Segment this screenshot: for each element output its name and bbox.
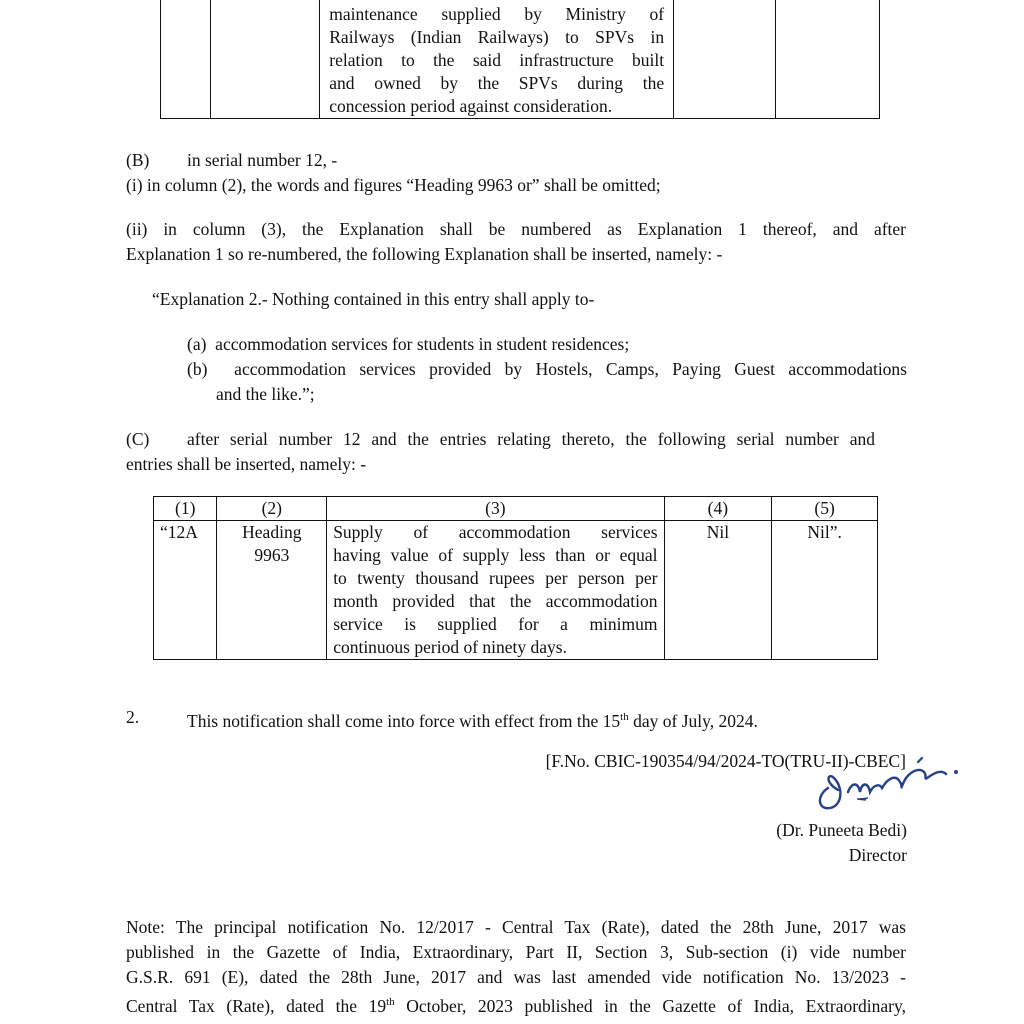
prev-col-2-cell [210, 0, 320, 119]
section-b-item-i: (i) in column (2), the words and figures “Heading 9963 or” shall be omitted; [126, 175, 661, 195]
serial-number-cell: “12A [154, 521, 217, 660]
column-header: (5) [772, 497, 878, 521]
paragraph-2-text [187, 705, 758, 734]
table-header-row [154, 497, 878, 521]
section-c-line1: after serial number 12 and the entries relating thereto, the following serial number and [187, 429, 875, 449]
paragraph-2-number: 2. [126, 707, 140, 727]
description-line: service is supplied for a minimum [333, 614, 658, 634]
rate-cell: Nil [664, 521, 772, 660]
signatory-designation: Director [848, 845, 907, 865]
prev-col-5-cell [776, 0, 880, 119]
column-header: (3) [327, 497, 664, 521]
previous-table-continuation [160, 0, 880, 119]
explanation-2-heading: “Explanation 2.- Nothing contained in this entry shall apply to- [152, 289, 595, 309]
column-header: (2) [217, 497, 327, 521]
note-line-4-superscript: th [386, 996, 395, 1008]
signature-icon [808, 748, 988, 820]
condition-cell: Nil”. [772, 521, 878, 660]
description-line: Supply of accommodation services [333, 522, 658, 542]
note-line-4-after: October, 2023 published in the Gazette of India, Extraordinary, [394, 995, 906, 1016]
note-line-3: G.S.R. 691 (E), dated the 28th June, 2017 and was last amended vide notification No. 13/2023 - [126, 967, 906, 987]
explanation-item-a: (a) accommodation services for students in student residences; [187, 334, 630, 354]
prev-desc-line: and owned by the SPVs during the [329, 73, 665, 93]
note-line-2: published in the Gazette of India, Extraordinary, Part II, Section 3, Sub-section (i) vide number [126, 942, 906, 962]
note-line-1: Note: The principal notification No. 12/2017 - Central Tax (Rate), dated the 28th June, 2017 was [126, 917, 906, 937]
column-header: (4) [664, 497, 772, 521]
signatory-name: (Dr. Puneeta Bedi) [776, 820, 907, 840]
prev-desc-line: concession period against consideration. [329, 96, 613, 116]
column-header: (1) [154, 497, 217, 521]
heading-cell [217, 521, 327, 660]
prev-description-cell [320, 0, 674, 119]
section-c-line2: entries shall be inserted, namely: - [126, 454, 367, 474]
file-number: [F.No. CBIC-190354/94/2024-TO(TRU-II)-CBEC] [545, 751, 906, 771]
description-cell [327, 521, 664, 660]
description-line: having value of supply less than or equal [333, 545, 658, 565]
section-c-label: (C) [126, 429, 150, 449]
section-b-item-ii-line1: (ii) in column (3), the Explanation shall be numbered as Explanation 1 thereof, and after [126, 219, 906, 239]
prev-col-1-cell [161, 0, 211, 119]
table-row [154, 521, 878, 660]
prev-desc-line: Railways (Indian Railways) to SPVs in [329, 27, 665, 47]
prev-desc-line: relation to the said infrastructure built [329, 50, 665, 70]
para2-text-after: day of July, 2024. [628, 710, 758, 731]
prev-desc-line: maintenance supplied by Ministry of [329, 4, 665, 24]
amendment-table [153, 496, 878, 660]
explanation-item-b-line2: and the like.”; [216, 384, 315, 404]
description-line: continuous period of ninety days. [333, 637, 567, 657]
prev-col-4-cell [674, 0, 776, 119]
section-b-heading: in serial number 12, - [187, 150, 338, 170]
section-b-item-ii-line2: Explanation 1 so re-numbered, the following Explanation shall be inserted, namely: - [126, 244, 723, 264]
description-line: to twenty thousand rupees per person per [333, 568, 658, 588]
para2-superscript: th [620, 711, 629, 723]
section-b-label: (B) [126, 150, 150, 170]
description-line: month provided that the accommodation [333, 591, 658, 611]
heading-label: Heading [242, 522, 302, 542]
note-line-4-before: Central Tax (Rate), dated the 19 [126, 995, 387, 1016]
note-line-4 [126, 990, 906, 1019]
explanation-item-b-line1: (b) accommodation services provided by Hostels, Camps, Paying Guest accommodations [187, 359, 907, 379]
heading-number: 9963 [254, 545, 290, 565]
para2-text-before: This notification shall come into force with effect from the 15 [187, 710, 621, 731]
